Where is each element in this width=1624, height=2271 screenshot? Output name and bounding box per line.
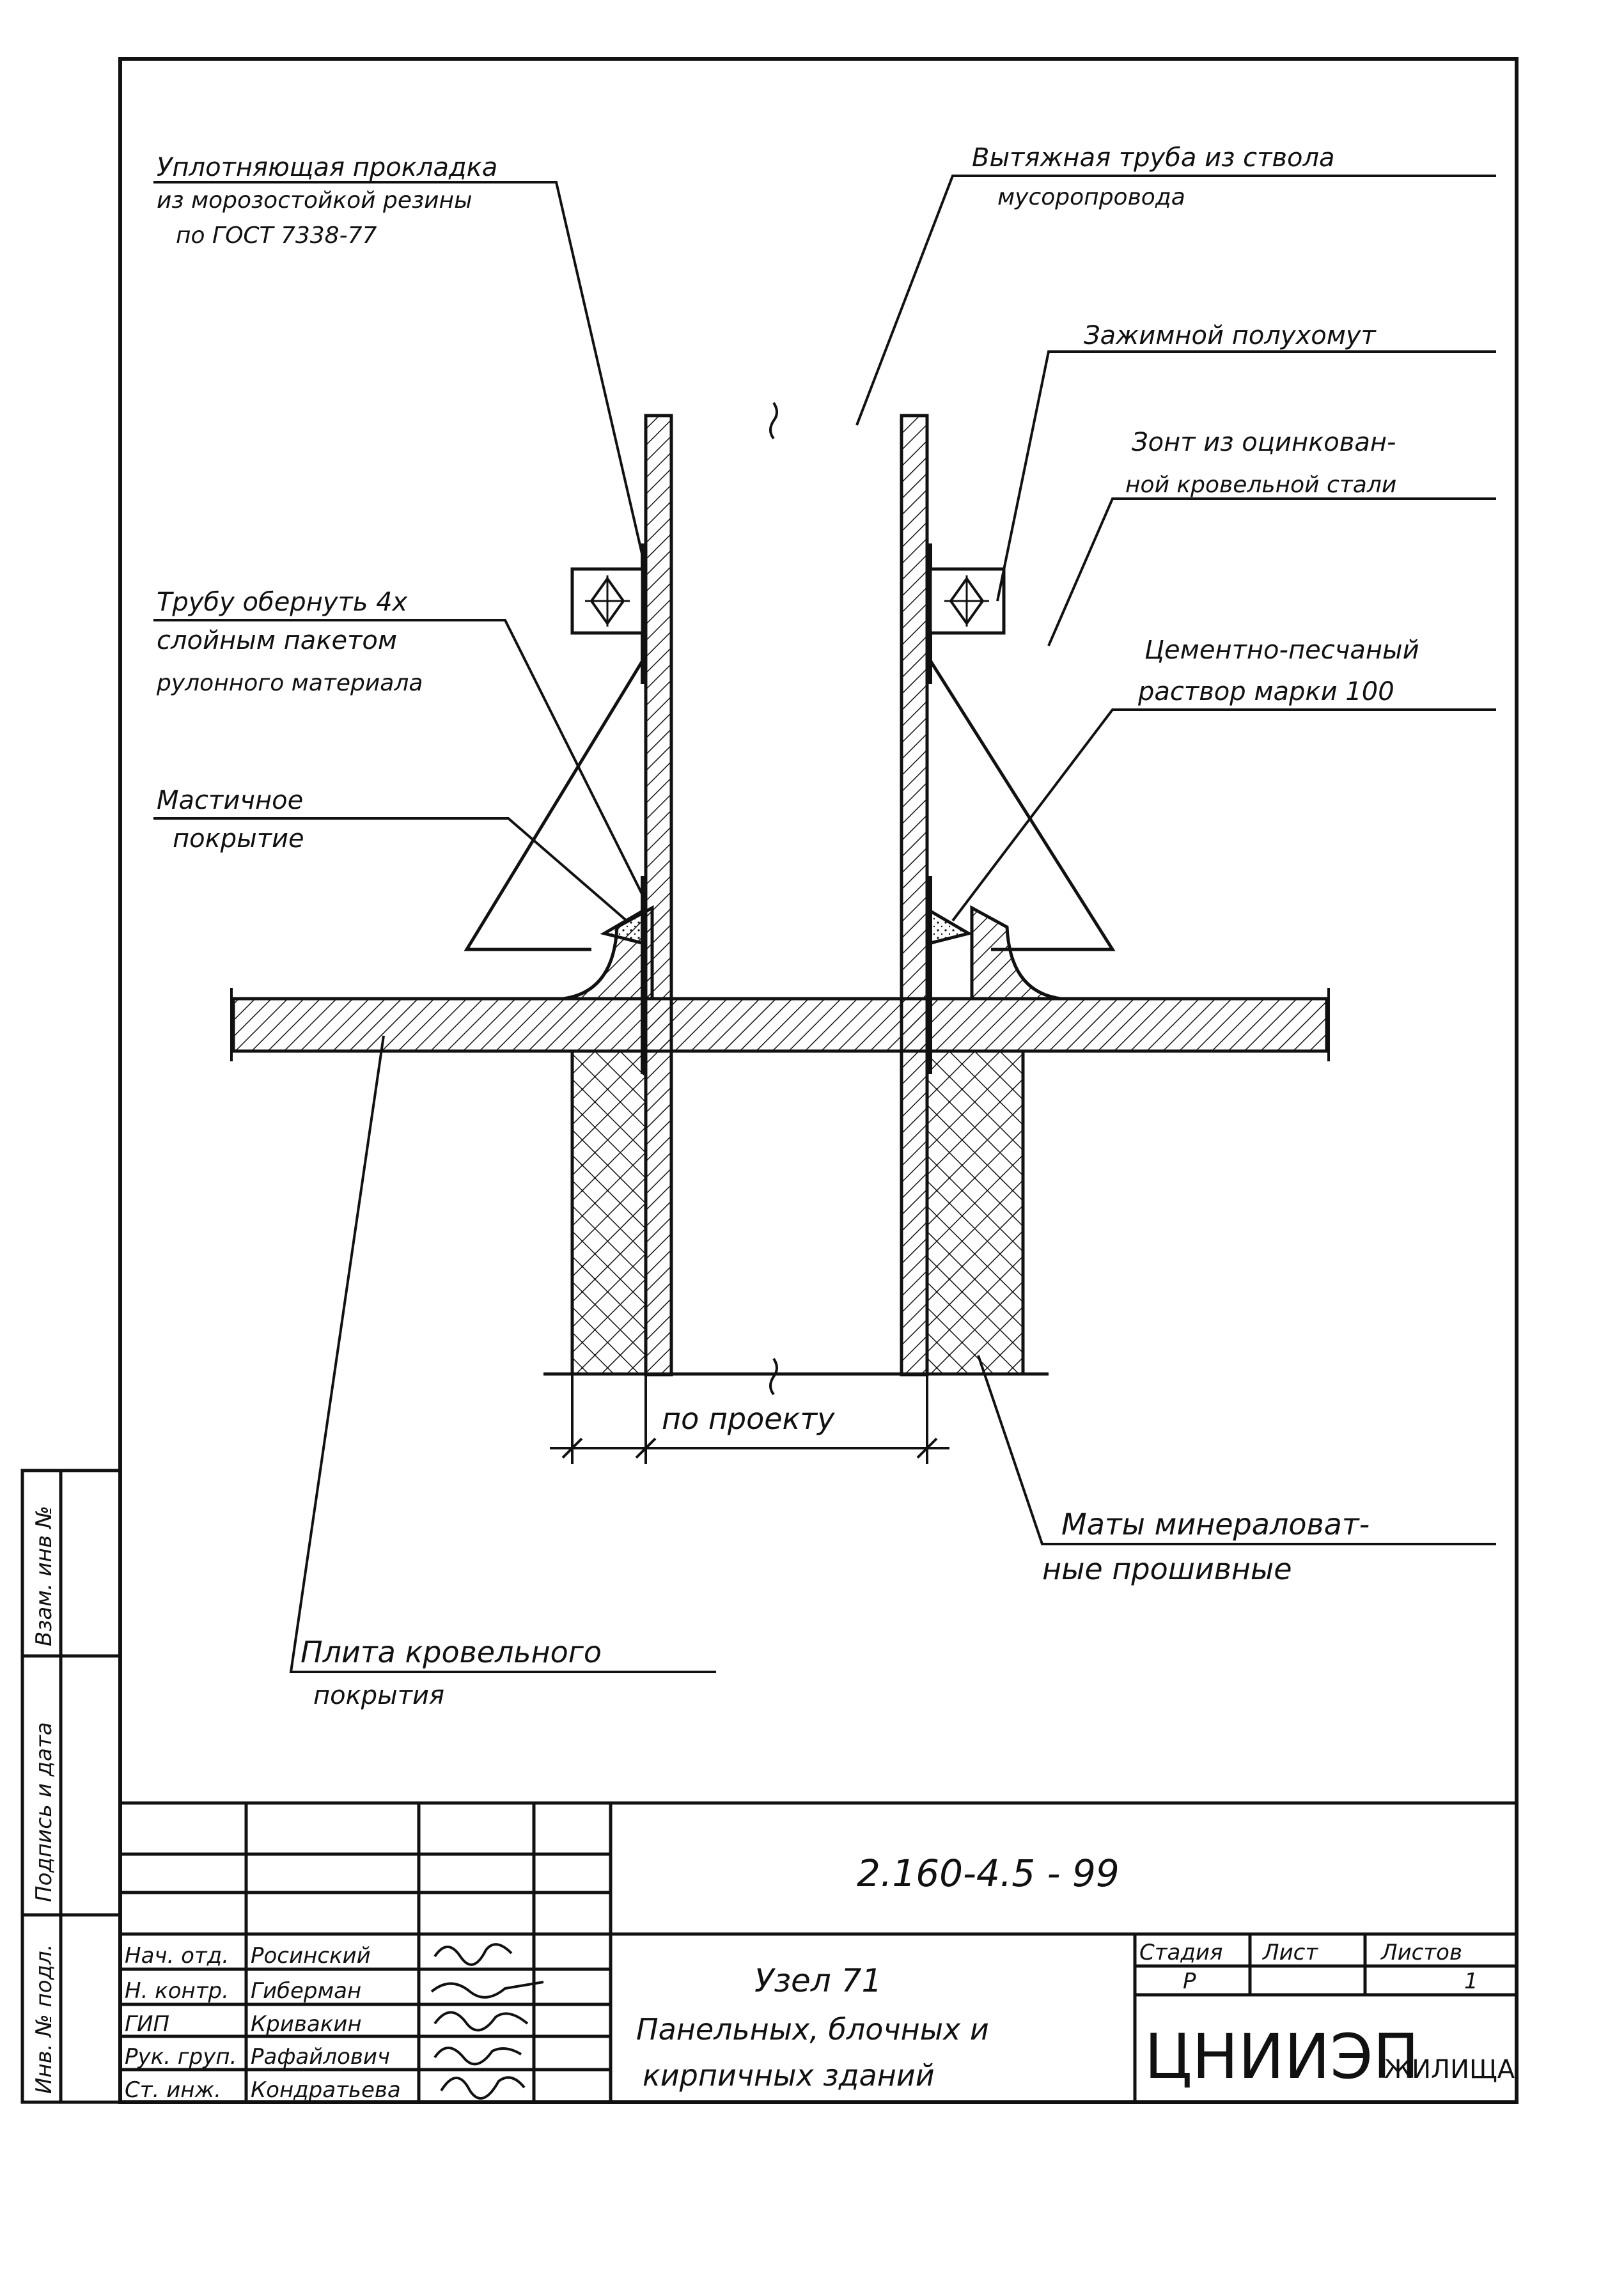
label-mortar xyxy=(1137,636,1419,706)
svg-text:Лист: Лист xyxy=(1263,1940,1318,1965)
label-clamp: Зажимной полухомут xyxy=(1084,321,1376,350)
rubber-gasket xyxy=(644,543,929,1074)
svg-text:покрытие: покрытие xyxy=(173,824,304,854)
svg-text:Гиберман: Гиберман xyxy=(251,1978,362,2004)
svg-text:Маты минераловат-: Маты минераловат- xyxy=(1061,1507,1370,1541)
svg-text:по ГОСТ 7338-77: по ГОСТ 7338-77 xyxy=(176,222,377,249)
svg-text:Зонт из оцинкован-: Зонт из оцинкован- xyxy=(1132,428,1396,457)
svg-text:Мастичное: Мастичное xyxy=(157,786,304,815)
label-wrap xyxy=(156,588,423,696)
doc-code: 2.160-4.5 - 99 xyxy=(857,1852,1120,1895)
svg-text:рулонного материала: рулонного материала xyxy=(157,670,423,696)
side-inv-ref: Взам. инв № xyxy=(31,1505,57,1646)
svg-text:ной кровельной стали: ной кровельной стали xyxy=(1125,472,1397,498)
svg-text:Стадия: Стадия xyxy=(1139,1940,1223,1965)
side-inv-orig: Инв. № подл. xyxy=(31,1944,57,2094)
svg-text:Панельных, блочных и: Панельных, блочных и xyxy=(636,2012,989,2047)
clamp-left xyxy=(572,569,643,633)
svg-text:Рук. груп.: Рук. груп. xyxy=(125,2044,237,2070)
side-sign-date: Подпись и дата xyxy=(31,1722,57,1902)
label-umbrella xyxy=(1125,428,1396,498)
svg-text:Рафайлович: Рафайлович xyxy=(251,2044,391,2070)
svg-text:Узел 71: Узел 71 xyxy=(754,1962,882,1999)
svg-text:ЖИЛИЩА: ЖИЛИЩА xyxy=(1384,2055,1515,2084)
mineral-wool-mats xyxy=(572,1051,1023,1374)
title-text xyxy=(636,1962,989,2093)
clamp-right xyxy=(930,569,1004,633)
svg-text:Вытяжная труба из ствола: Вытяжная труба из ствола xyxy=(972,143,1335,173)
org-name xyxy=(1144,2021,1515,2093)
roof-slab xyxy=(231,908,1329,1061)
svg-text:Цементно-песчаный: Цементно-песчаный xyxy=(1144,636,1419,665)
svg-text:раствор марки 100: раствор марки 100 xyxy=(1138,677,1394,706)
svg-text:мусоропровода: мусоропровода xyxy=(997,184,1185,210)
svg-text:Кривакин: Кривакин xyxy=(251,2011,362,2037)
svg-text:Кондратьева: Кондратьева xyxy=(251,2077,401,2103)
svg-text:Н. контр.: Н. контр. xyxy=(125,1978,229,2004)
signatures xyxy=(432,1944,543,2098)
label-mats xyxy=(1042,1507,1370,1586)
umbrella-cone xyxy=(467,659,1113,949)
svg-text:кирпичных зданий: кирпичных зданий xyxy=(643,2058,935,2093)
svg-text:ГИП: ГИП xyxy=(125,2011,169,2037)
svg-text:из морозостойкой резины: из морозостойкой резины xyxy=(157,187,472,214)
svg-text:Р: Р xyxy=(1183,1969,1196,1994)
svg-text:слойным пакетом: слойным пакетом xyxy=(157,626,398,655)
svg-text:Уплотняющая прокладка: Уплотняющая прокладка xyxy=(157,153,498,182)
svg-text:ные прошивные: ные прошивные xyxy=(1042,1552,1292,1586)
dimension-label: по проекту xyxy=(662,1401,835,1436)
label-gasket xyxy=(157,153,497,249)
svg-text:Трубу обернуть 4х: Трубу обернуть 4х xyxy=(157,588,408,617)
sheet-border xyxy=(120,59,1517,2102)
svg-text:Листов: Листов xyxy=(1381,1940,1463,1965)
svg-text:покрытия: покрытия xyxy=(313,1681,445,1710)
svg-text:Росинский: Росинский xyxy=(251,1943,371,1969)
svg-text:Плита кровельного: Плита кровельного xyxy=(301,1635,602,1669)
svg-text:Ст. инж.: Ст. инж. xyxy=(125,2077,221,2103)
svg-text:ЦНИИЭП: ЦНИИЭП xyxy=(1144,2021,1419,2093)
svg-text:1: 1 xyxy=(1464,1969,1478,1994)
svg-text:Нач. отд.: Нач. отд. xyxy=(125,1943,230,1969)
roles-table xyxy=(125,1943,401,2103)
